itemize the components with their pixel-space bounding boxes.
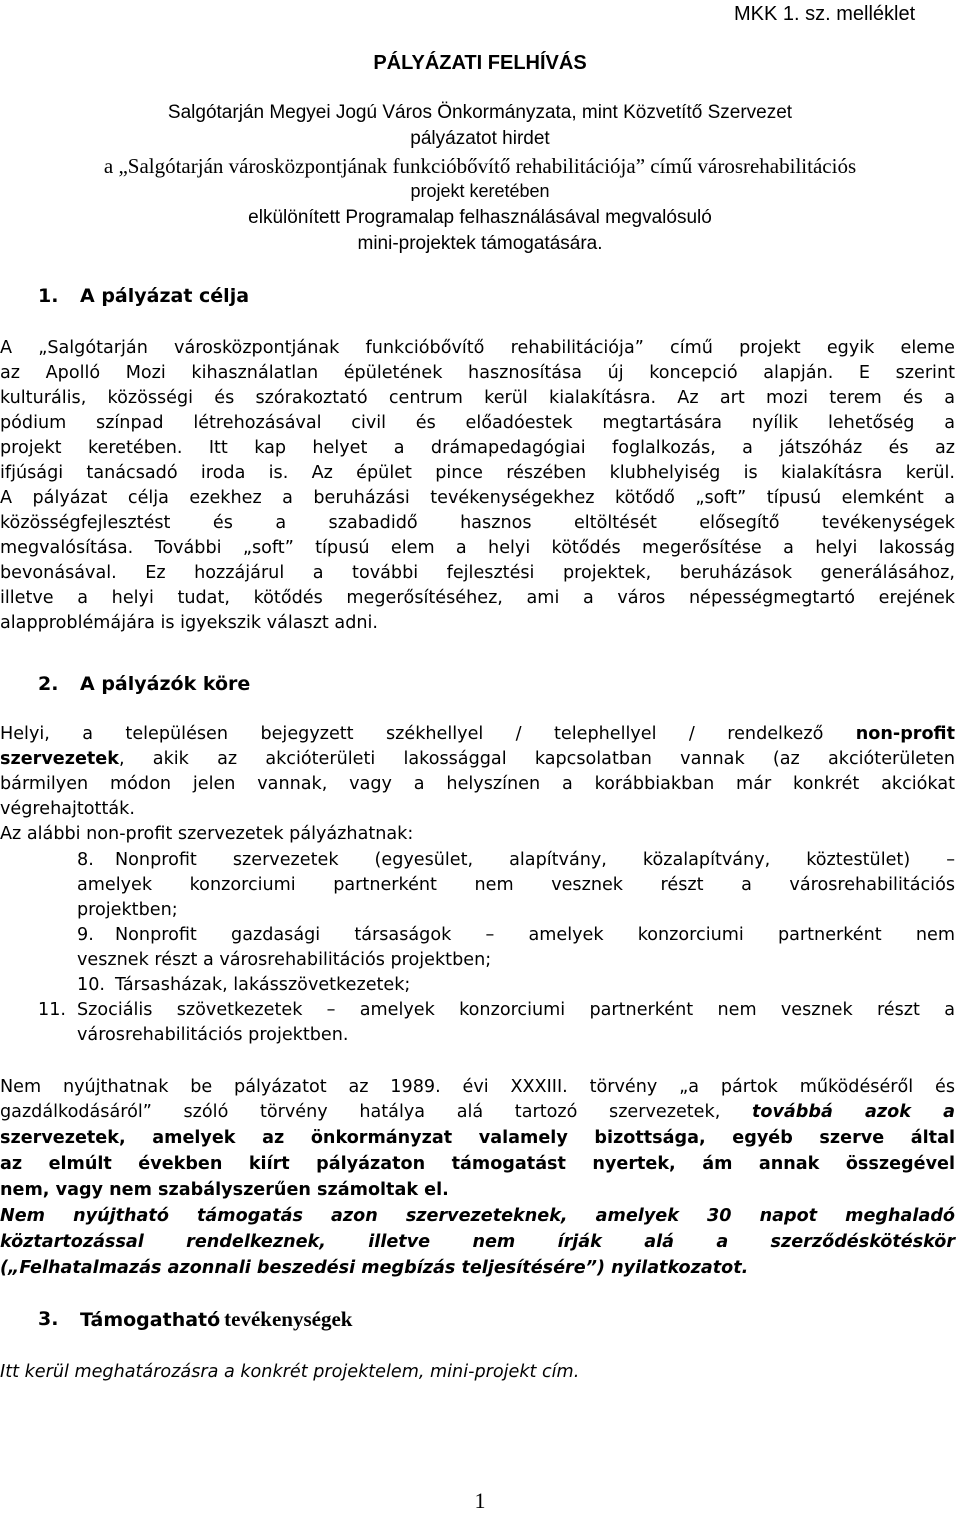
list-item-10-number: 10. <box>77 975 105 995</box>
s2-p3-line-2 <box>0 1100 955 1124</box>
s2-p4-line-2: köztartozással rendelkeznek, illetve nem írják alá a szerződéskötéskör <box>0 1232 955 1252</box>
list-item-11-line-1: Szociális szövetkezetek – amelyek konzorciumi partnerként nem vesznek részt a <box>77 1000 955 1020</box>
s2-p1-text: Helyi, a településen bejegyzett székhellyel / telephellyel / rendelkező <box>0 724 824 744</box>
list-item-11-number: 11. <box>38 1000 66 1020</box>
s1-line-3: kulturális, közösségi és szórakoztató centrum kerül kialakításra. Az art mozi terem és a <box>0 388 955 408</box>
s2-p3-line-3: szervezetek, amelyek az önkormányzat valamely bizottsága, egyéb szerve által <box>0 1128 955 1148</box>
s1-line-4: pódium színpad létrehozásával civil és előadóestek megtartására nyílik lehetőség a <box>0 413 955 433</box>
s1-line-6: ifjúsági tanácsadó iroda is. Az épület pince részében klubhelyiség is kialakításra kerül. <box>0 463 955 483</box>
list-item-10-line-1: Társasházak, lakásszövetkezetek; <box>115 975 411 995</box>
s2-p1-line-4: végrehajtották. <box>0 799 135 819</box>
page-title: PÁLYÁZATI FELHÍVÁS <box>373 52 587 74</box>
s2-p3-emphasis-start: továbbá azok a <box>751 1102 956 1122</box>
section-2-heading: A pályázók köre <box>80 673 251 695</box>
s2-organizations-emphasis: szervezetek <box>0 749 119 769</box>
section-3-number: 3. <box>38 1308 59 1330</box>
s1-line-7: A pályázat célja ezekhez a beruházási tevékenységekhez kötődő „soft” típusú elemként a <box>0 488 955 508</box>
s2-p1-line-2 <box>0 747 955 771</box>
intro-line-5: elkülönített Programalap felhasználásával megvalósuló <box>248 207 712 228</box>
s2-nonprofit-emphasis: non-profit <box>855 724 955 744</box>
intro-line-6: mini-projektek támogatására. <box>357 233 603 254</box>
s2-p3-line-1: Nem nyújthatnak be pályázatot az 1989. évi XXXIII. törvény „a pártok működéséről és <box>0 1077 955 1097</box>
s2-p1-line-3: bármilyen módon jelen vannak, vagy a helyszínen a korábbiakban már konkrét akciókat <box>0 774 955 794</box>
s3-text: Itt kerül meghatározásra a konkrét projektelem, mini-projekt cím. <box>0 1362 580 1382</box>
list-item-8-line-3: projektben; <box>77 900 178 920</box>
s2-p4-line-1: Nem nyújtható támogatás azon szervezeteknek, amelyek 30 napot meghaladó <box>0 1206 955 1226</box>
intro-line-1: Salgótarján Megyei Jogú Város Önkormányzata, mint Közvetítő Szervezet <box>167 102 793 123</box>
s1-line-8: közösségfejlesztést és a szabadidő hasznos eltöltését elősegítő tevékenységek <box>0 513 955 533</box>
list-item-11-line-2: városrehabilitációs projektben. <box>77 1025 349 1045</box>
list-item-9-number: 9. <box>77 925 94 945</box>
s2-p3-line-5: nem, vagy nem szabályszerűen számoltak el. <box>0 1180 449 1200</box>
s2-p4-line-3: („Felhatalmazás azonnali beszedési megbízás teljesítésére”) nyilatkozatot. <box>0 1258 749 1278</box>
s1-line-10: bevonásával. Ez hozzájárul a további fejlesztési projektek, beruházások generálásához, <box>0 563 955 583</box>
section-1-heading: A pályázat célja <box>80 285 250 307</box>
section-2-number: 2. <box>38 673 59 695</box>
s2-p2: Az alábbi non-profit szervezetek pályázhatnak: <box>0 824 414 844</box>
annex-label: MKK 1. sz. melléklet <box>734 3 916 25</box>
section-3-heading-b: tevékenységek <box>224 1307 353 1331</box>
s2-p3-line-4: az elmúlt években kiírt pályázaton támogatást nyertek, ám annak összegével <box>0 1154 955 1174</box>
page-number: 1 <box>474 1488 486 1513</box>
section-1-number: 1. <box>38 285 59 307</box>
s1-line-5: projekt keretében. Itt kap helyet a drámapedagógiai foglalkozás, a játszóház és az <box>0 438 955 458</box>
s1-line-1: A „Salgótarján városközpontjának funkcióbővítő rehabilitációja” című projekt egyik eleme <box>0 338 955 358</box>
section-3-heading <box>80 1307 352 1332</box>
list-item-8-line-1: Nonprofit szervezetek (egyesület, alapítvány, közalapítvány, köztestület) – <box>115 850 955 870</box>
s1-line-9: megvalósítása. További „soft” típusú elem a helyi kötődés megerősítése a helyi lakosság <box>0 538 955 558</box>
section-3-heading-a: Támogatható <box>80 1309 221 1331</box>
s1-line-12: alapproblémájára is igyekszik választ adni. <box>0 613 379 633</box>
s1-line-11: illetve a helyi tudat, kötődés megerősítéséhez, ami a város népességmegtartó erejének <box>0 588 955 608</box>
s2-p1-line-1 <box>0 722 955 746</box>
list-item-9-line-1: Nonprofit gazdasági társaságok – amelyek konzorciumi partnerként nem <box>115 925 955 945</box>
intro-line-3: a „Salgótarján városközpontjának funkcióbővítő rehabilitációja” című városrehabilitációs <box>103 154 857 178</box>
s2-p1-continuation: , akik az akcióterületi lakossággal kapcsolatban vannak (az akcióterületen <box>118 749 955 769</box>
intro-line-4: projekt keretében <box>410 181 550 201</box>
list-item-8-number: 8. <box>77 850 94 870</box>
s2-p3-text: gazdálkodásáról” szóló törvény hatálya alá tartozó szervezetek, <box>0 1102 721 1122</box>
list-item-9-line-2: vesznek részt a városrehabilitációs projektben; <box>77 950 492 970</box>
intro-line-2: pályázatot hirdet <box>410 128 550 149</box>
s1-line-2: az Apolló Mozi kihasználatlan épületének hasznosítása új koncepció alapján. E szerint <box>0 363 955 383</box>
list-item-8-line-2: amelyek konzorciumi partnerként nem vesznek részt a városrehabilitációs <box>77 875 955 895</box>
